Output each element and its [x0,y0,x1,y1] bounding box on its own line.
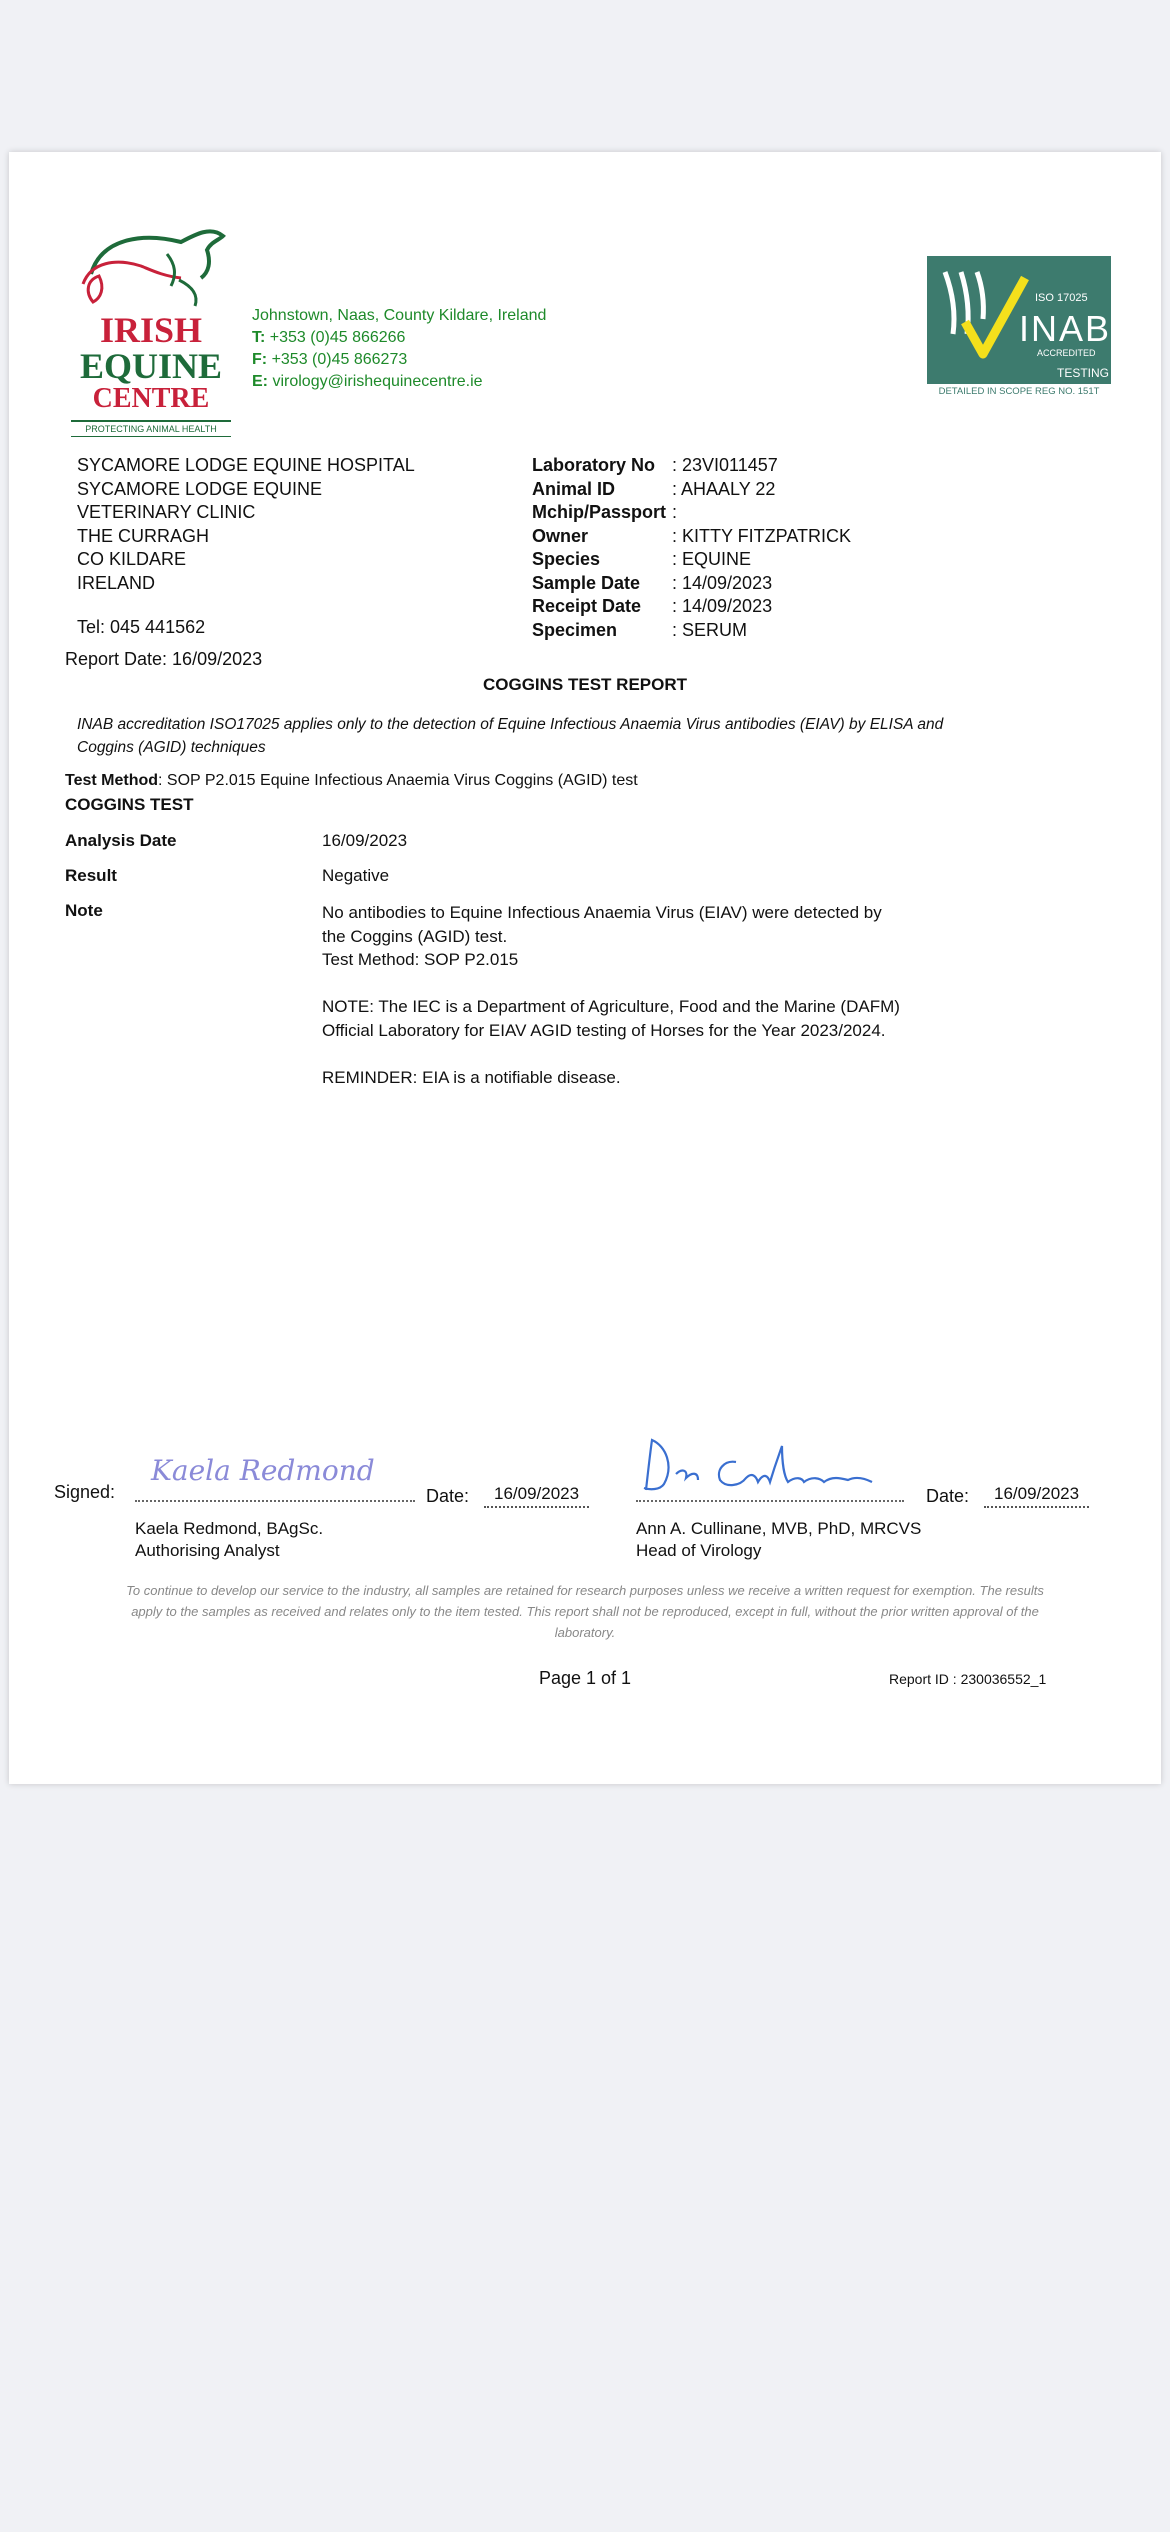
report-id: Report ID : 230036552_1 [889,1671,1047,1687]
inab-name: INAB [1019,308,1112,349]
signatory-2-name: Ann A. Cullinane, MVB, PhD, MRCVS [636,1519,922,1538]
lab-info-row [532,454,851,478]
lab-info-row [532,525,851,549]
logo-line-equine: EQUINE [79,346,223,386]
signature-2 [636,1432,904,1502]
lab-info-row [532,501,851,525]
contact-tel: +353 (0)45 866266 [269,329,406,346]
lab-info-value: : EQUINE [672,549,752,569]
report-title: COGGINS TEST REPORT [482,675,688,694]
signed-label: Signed: [54,1482,116,1502]
section-title: COGGINS TEST [65,795,194,814]
email-label: E: [252,373,268,390]
sig1-date-label: Date: [426,1486,470,1506]
contact-block [252,305,546,393]
lab-info-key: Laboratory No [532,455,656,475]
signature-1-script [145,1440,405,1496]
sig2-date: 16/09/2023 [984,1484,1089,1508]
test-method [65,772,638,790]
lab-info-key: Receipt Date [532,596,642,616]
lab-info-row [532,478,851,502]
signature-1-line [135,1500,415,1502]
inab-iso: ISO 17025 [1035,292,1088,304]
lab-info-key: Specimen [532,619,618,640]
note-paragraph-1-line-1: No antibodies to Equine Infectious Anaemia Virus (EIAV) were detected by [322,903,882,922]
signatory-1-title: Authorising Analyst [135,1541,280,1560]
signature-1 [135,1440,415,1502]
lab-info-key: Owner [532,525,589,546]
result-label: Result [65,866,117,885]
lab-info-value: : 14/09/2023 [672,596,773,616]
lab-info-row [532,595,851,619]
inab-accreditation-note: INAB accreditation ISO17025 applies only to the detection of Equine Infectious Anaemia Virus antibodies (EIAV) by ELISA and Coggins (AGID) techniques [77,716,944,756]
note-paragraph-1-line-2: the Coggins (AGID) test. [322,926,508,946]
contact-email: virology@irishequinecentre.ie [272,373,483,390]
signatory-2-title: Head of Virology [636,1541,762,1560]
logo-line-irish: IRISH [99,310,203,350]
lab-info-key: Mchip/Passport [532,502,667,522]
lab-info-row [532,548,851,572]
result-value: Negative [322,866,390,885]
inab-badge [927,256,1117,400]
report-page [9,152,1161,1784]
note-paragraph-3: REMINDER: EIA is a notifiable disease. [322,1067,621,1087]
sig2-date-label: Date: [926,1486,970,1506]
signature-2-line [636,1500,904,1502]
recipient-address [77,454,415,595]
lab-info-value: : AHAALY 22 [672,478,776,499]
address-line: THE CURRAGH [77,525,210,546]
report-date: Report Date: 16/09/2023 [65,649,263,669]
page-number: Page 1 of 1 [538,1668,632,1688]
recipient-tel: Tel: 045 441562 [77,617,206,637]
contact-fax: +353 (0)45 866273 [271,351,408,368]
address-line: VETERINARY CLINIC [77,502,256,522]
lab-info-value: : SERUM [672,619,748,640]
iec-logo [71,214,241,444]
test-method-label: Test Method [65,772,159,789]
address-line: IRELAND [77,572,156,593]
lab-info-value: : 14/09/2023 [672,572,773,593]
logo-tagline: PROTECTING ANIMAL HEALTH [71,420,231,437]
lab-info-value: : [672,502,678,522]
address-line: SYCAMORE LODGE EQUINE [77,478,323,499]
address-line: CO KILDARE [77,549,187,569]
logo-line-centre: CENTRE [92,383,210,414]
horse-logo-icon [71,214,241,314]
tel-label: T: [252,329,266,346]
lab-info-row [532,572,851,596]
analysis-date-value: 16/09/2023 [322,831,408,850]
lab-info-table [532,454,851,642]
lab-info-key: Species [532,549,601,569]
address-line: SYCAMORE LODGE EQUINE HOSPITAL [77,455,415,475]
lab-info-key: Animal ID [532,478,616,499]
signatory-2 [636,1518,921,1562]
fax-label: F: [252,351,268,368]
lab-info-value: : 23VI011457 [672,455,778,475]
note-label: Note [65,901,103,920]
signature-2-script [636,1432,886,1498]
note-text [322,901,922,1113]
lab-info-row [532,619,851,643]
inab-scope: DETAILED IN SCOPE REG NO. 151T [927,384,1111,397]
signatory-1 [135,1518,323,1562]
analysis-date-label: Analysis Date [65,831,177,850]
inab-testing: TESTING [1057,366,1110,380]
lab-info-key: Sample Date [532,572,641,593]
lab-info-value: : KITTY FITZPATRICK [672,525,852,546]
contact-address: Johnstown, Naas, County Kildare, Ireland [252,307,547,324]
sig1-date: 16/09/2023 [484,1484,589,1508]
disclaimer: To continue to develop our service to the industry, all samples are retained for research purposes unless we receive a written request for exemption. The results apply to the samples as received and relates only to the item tested. This report shall not be reproduced, except in full, without the prior written approval of the laboratory. [126,1583,1044,1640]
inab-accredited: ACCREDITED [1037,348,1096,358]
test-method-value: : SOP P2.015 Equine Infectious Anaemia Virus Coggins (AGID) test [158,772,638,789]
signature-1-text: Kaela Redmond [151,1454,375,1487]
note-paragraph-1-line-3: Test Method: SOP P2.015 [322,950,519,969]
note-paragraph-2: NOTE: The IEC is a Department of Agriculture, Food and the Marine (DAFM) Official Laboratory for EIAV AGID testing of Horses for the Year 2023/2024. [322,997,900,1040]
signatory-1-name: Kaela Redmond, BAgSc. [135,1519,324,1538]
